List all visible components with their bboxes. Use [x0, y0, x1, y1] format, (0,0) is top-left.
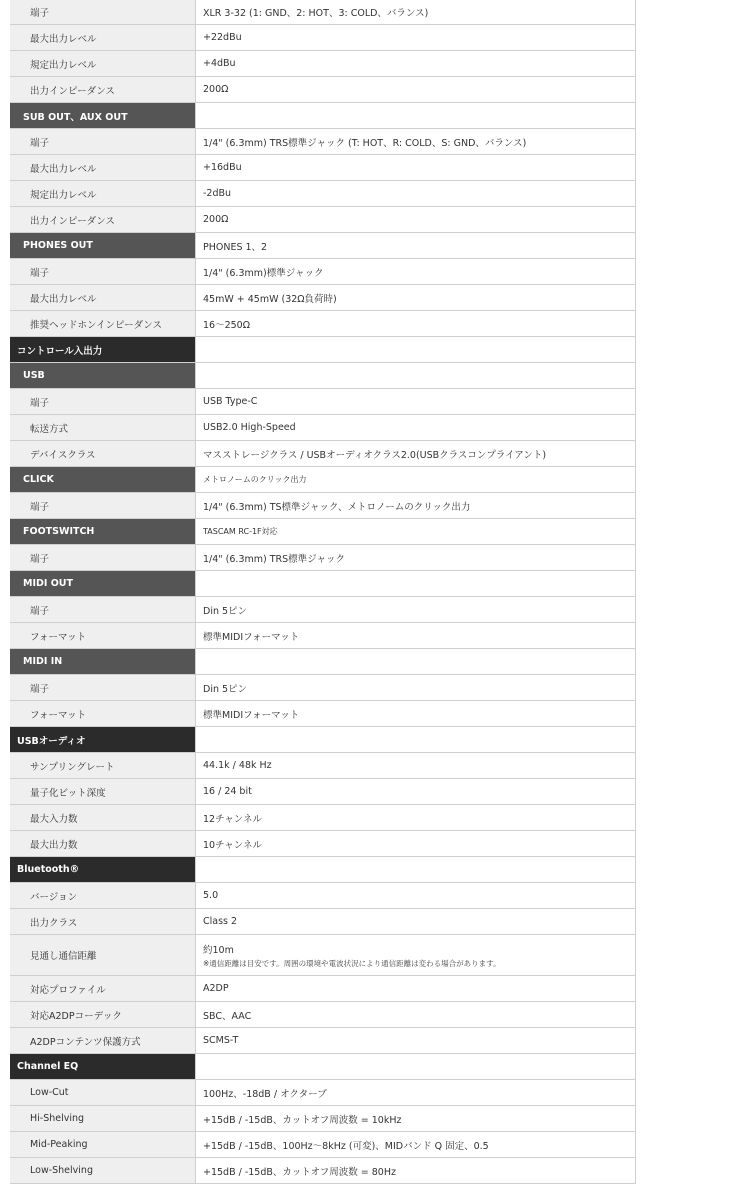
section-header-row	[10, 1054, 635, 1080]
subsection-header-row	[10, 103, 635, 129]
spec-value: Din 5ピン	[203, 605, 248, 617]
spec-value: 5.0	[203, 890, 219, 901]
spec-value: 100Hz、-18dB / オクターブ	[203, 1088, 327, 1100]
spec-value-cell	[196, 545, 635, 570]
spec-value-cell	[196, 1002, 635, 1027]
spec-value: A2DP	[203, 983, 229, 994]
spec-label: 最大出力レベル	[10, 285, 196, 310]
spec-row	[10, 675, 635, 701]
spec-value: XLR 3-32 (1: GND、2: HOT、3: COLD、バランス)	[203, 7, 429, 19]
spec-value-cell	[196, 493, 635, 518]
spec-label: 推奨ヘッドホンインピーダンス	[10, 311, 196, 336]
spec-value-cell	[196, 1054, 635, 1079]
spec-row	[10, 597, 635, 623]
spec-value-cell	[196, 935, 635, 975]
spec-value: +16dBu	[203, 162, 242, 173]
spec-value-cell	[196, 51, 635, 76]
spec-label: 対応プロファイル	[10, 976, 196, 1001]
spec-row	[10, 1158, 635, 1184]
section-title: SUB OUT、AUX OUT	[10, 103, 196, 128]
spec-row	[10, 207, 635, 233]
spec-value: SBC、AAC	[203, 1010, 252, 1022]
spec-row	[10, 25, 635, 51]
spec-value: 16〜250Ω	[203, 319, 250, 331]
spec-label: 端子	[10, 0, 196, 24]
spec-label: フォーマット	[10, 701, 196, 726]
spec-value-cell	[196, 597, 635, 622]
spec-value-cell	[196, 805, 635, 830]
spec-row	[10, 441, 635, 467]
spec-label: 端子	[10, 675, 196, 700]
section-header-row	[10, 337, 635, 363]
spec-value: 1/4" (6.3mm) TRS標準ジャック	[203, 553, 345, 565]
spec-label: 見通し通信距離	[10, 935, 196, 975]
spec-label: 端子	[10, 493, 196, 518]
spec-value: TASCAM RC-1F対応	[203, 527, 278, 536]
spec-value-cell	[196, 623, 635, 648]
spec-table	[10, 0, 636, 1184]
spec-label: フォーマット	[10, 623, 196, 648]
spec-value-cell	[196, 181, 635, 206]
spec-value-cell	[196, 389, 635, 414]
spec-value-cell	[196, 77, 635, 102]
spec-value: SCMS-T	[203, 1035, 239, 1046]
spec-row	[10, 831, 635, 857]
spec-row	[10, 909, 635, 935]
section-header-row	[10, 727, 635, 753]
spec-value-cell	[196, 311, 635, 336]
spec-value: メトロノームのクリック出力	[203, 475, 307, 484]
subsection-header-row	[10, 571, 635, 597]
spec-row	[10, 883, 635, 909]
spec-row	[10, 389, 635, 415]
spec-value-cell	[196, 1080, 635, 1105]
spec-value: 1/4" (6.3mm)標準ジャック	[203, 267, 324, 279]
spec-value-cell	[196, 883, 635, 908]
spec-value-cell	[196, 649, 635, 674]
spec-row	[10, 779, 635, 805]
spec-note: ※通信距離は目安です。周囲の環境や電波状況により通信距離は変わる場合があります。	[203, 958, 501, 968]
spec-label: 規定出力レベル	[10, 51, 196, 76]
spec-row	[10, 311, 635, 337]
spec-value-cell	[196, 857, 635, 882]
section-title: MIDI IN	[10, 649, 196, 674]
spec-row	[10, 1002, 635, 1028]
subsection-header-row	[10, 649, 635, 675]
spec-label: 最大出力レベル	[10, 25, 196, 50]
spec-value-cell	[196, 1158, 635, 1183]
spec-value: 16 / 24 bit	[203, 786, 252, 797]
spec-value-cell	[196, 129, 635, 154]
spec-row	[10, 976, 635, 1002]
spec-value: 1/4" (6.3mm) TS標準ジャック、メトロノームのクリック出力	[203, 501, 471, 513]
subsection-header-row	[10, 519, 635, 545]
spec-row	[10, 77, 635, 103]
spec-row	[10, 623, 635, 649]
spec-row	[10, 493, 635, 519]
spec-value-cell	[196, 25, 635, 50]
spec-value: Din 5ピン	[203, 683, 248, 695]
spec-label: 出力クラス	[10, 909, 196, 934]
spec-value: USB Type-C	[203, 396, 258, 407]
spec-value: 200Ω	[203, 84, 229, 95]
spec-label: 端子	[10, 545, 196, 570]
spec-label: 端子	[10, 259, 196, 284]
spec-value-cell	[196, 701, 635, 726]
spec-value: Class 2	[203, 916, 238, 927]
spec-value-cell	[196, 571, 635, 596]
subsection-header-row	[10, 467, 635, 493]
spec-value: -2dBu	[203, 188, 232, 199]
spec-label: Hi-Shelving	[10, 1106, 196, 1131]
spec-label: 端子	[10, 597, 196, 622]
section-title: USBオーディオ	[10, 727, 196, 752]
spec-value: +15dB / -15dB、100Hz〜8kHz (可変)、MIDバンド Q 固定、0.5	[203, 1140, 489, 1152]
spec-value-cell	[196, 207, 635, 232]
spec-value-cell	[196, 363, 635, 388]
spec-label: Low-Shelving	[10, 1158, 196, 1183]
spec-label: 最大出力レベル	[10, 155, 196, 180]
spec-row	[10, 155, 635, 181]
spec-value: USB2.0 High-Speed	[203, 422, 296, 433]
spec-row	[10, 285, 635, 311]
spec-value-cell	[196, 441, 635, 466]
spec-label: 規定出力レベル	[10, 181, 196, 206]
spec-row	[10, 1080, 635, 1106]
spec-value-cell	[196, 285, 635, 310]
spec-row	[10, 51, 635, 77]
spec-row	[10, 545, 635, 571]
section-title: PHONES OUT	[10, 233, 196, 258]
spec-value-cell	[196, 831, 635, 856]
spec-label: Mid-Peaking	[10, 1132, 196, 1157]
spec-label: 端子	[10, 129, 196, 154]
spec-value: 1/4" (6.3mm) TRS標準ジャック (T: HOT、R: COLD、S: GND、バランス)	[203, 137, 527, 149]
section-header-row	[10, 857, 635, 883]
subsection-header-row	[10, 363, 635, 389]
spec-value: +4dBu	[203, 58, 236, 69]
spec-value-cell	[196, 1132, 635, 1157]
spec-row	[10, 0, 635, 25]
spec-value-cell	[196, 103, 635, 128]
spec-row	[10, 1106, 635, 1132]
section-title: FOOTSWITCH	[10, 519, 196, 544]
spec-row	[10, 129, 635, 155]
section-title: MIDI OUT	[10, 571, 196, 596]
spec-label: A2DPコンテンツ保護方式	[10, 1028, 196, 1053]
spec-value-cell	[196, 976, 635, 1001]
section-title: Channel EQ	[10, 1054, 196, 1079]
spec-label: 出力インピーダンス	[10, 77, 196, 102]
spec-value-cell	[196, 519, 635, 544]
subsection-header-row	[10, 233, 635, 259]
spec-value-cell	[196, 415, 635, 440]
spec-value: 12チャンネル	[203, 813, 263, 825]
spec-value: PHONES 1、2	[203, 241, 268, 253]
section-title: コントロール入出力	[10, 337, 196, 362]
spec-value-cell	[196, 753, 635, 778]
spec-value: 10チャンネル	[203, 839, 263, 851]
spec-label: サンプリングレート	[10, 753, 196, 778]
spec-value: 44.1k / 48k Hz	[203, 760, 272, 771]
spec-value-cell	[196, 467, 635, 492]
spec-row	[10, 1132, 635, 1158]
spec-value-cell	[196, 337, 635, 362]
section-title: USB	[10, 363, 196, 388]
spec-value-cell	[196, 259, 635, 284]
spec-row	[10, 415, 635, 441]
spec-row	[10, 181, 635, 207]
spec-value: 標準MIDIフォーマット	[203, 631, 300, 643]
spec-row	[10, 935, 635, 976]
spec-value-cell	[196, 675, 635, 700]
spec-label: バージョン	[10, 883, 196, 908]
spec-label: 出力インピーダンス	[10, 207, 196, 232]
spec-label: Low-Cut	[10, 1080, 196, 1105]
spec-value-cell	[196, 727, 635, 752]
spec-value-cell	[196, 779, 635, 804]
spec-label: 最大出力数	[10, 831, 196, 856]
spec-label: 転送方式	[10, 415, 196, 440]
spec-value: 45mW + 45mW (32Ω負荷時)	[203, 293, 337, 305]
spec-value-cell	[196, 1028, 635, 1053]
spec-label: 端子	[10, 389, 196, 414]
spec-value-cell	[196, 233, 635, 258]
spec-row	[10, 259, 635, 285]
spec-value: 200Ω	[203, 214, 229, 225]
spec-row	[10, 1028, 635, 1054]
spec-label: 対応A2DPコーデック	[10, 1002, 196, 1027]
spec-label: 量子化ビット深度	[10, 779, 196, 804]
section-title: Bluetooth®	[10, 857, 196, 882]
spec-value-cell	[196, 155, 635, 180]
spec-value-cell	[196, 0, 635, 24]
spec-row	[10, 701, 635, 727]
spec-value: 標準MIDIフォーマット	[203, 709, 300, 721]
spec-value: マスストレージクラス / USBオーディオクラス2.0(USBクラスコンプライアント)	[203, 449, 547, 461]
spec-row	[10, 805, 635, 831]
spec-row	[10, 753, 635, 779]
spec-value: 約10m	[203, 944, 234, 956]
spec-label: 最大入力数	[10, 805, 196, 830]
spec-value-cell	[196, 909, 635, 934]
section-title: CLICK	[10, 467, 196, 492]
spec-value: +15dB / -15dB、カットオフ周波数 = 10kHz	[203, 1114, 402, 1126]
spec-value-cell	[196, 1106, 635, 1131]
spec-value: +15dB / -15dB、カットオフ周波数 = 80Hz	[203, 1166, 396, 1178]
spec-value: +22dBu	[203, 32, 242, 43]
spec-label: デバイスクラス	[10, 441, 196, 466]
